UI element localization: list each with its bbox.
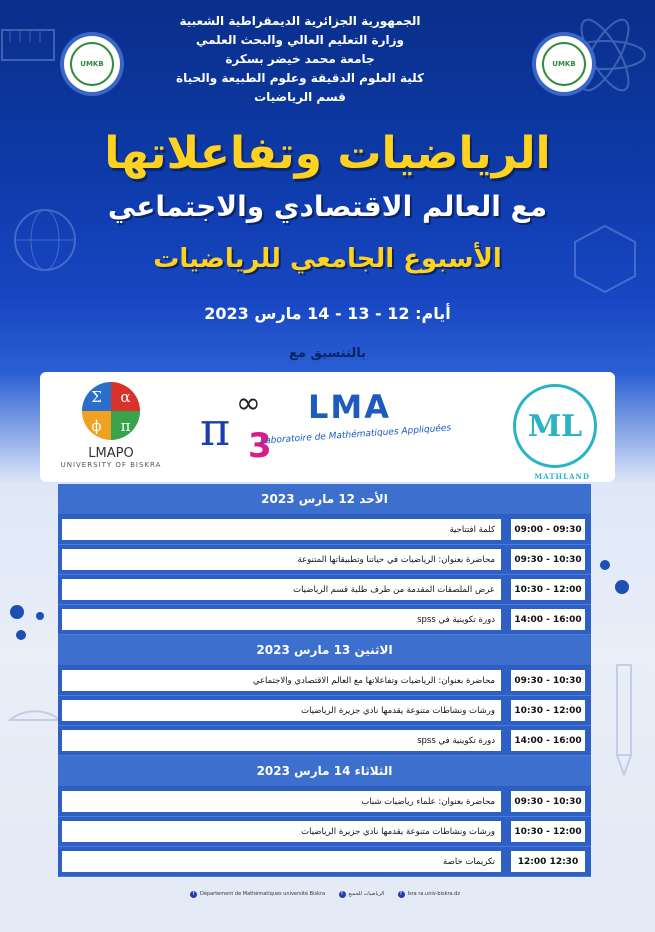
- lmapo-symbol: Σ: [82, 382, 111, 411]
- mathland-logo: [513, 384, 597, 481]
- day-header: الاثنين 13 مارس 2023: [58, 635, 591, 666]
- activity-cell: محاضرة بعنوان: علماء رياضيات شباب: [62, 791, 501, 812]
- dot-decoration: [16, 630, 26, 640]
- time-cell: 14:00 - 16:00: [511, 609, 585, 630]
- facebook-icon: f: [339, 891, 346, 898]
- header-line: الجمهورية الجزائرية الديمقراطية الشعبية: [179, 14, 421, 28]
- header-line: كلية العلوم الدقيقة وعلوم الطبيعة والحياة: [175, 71, 424, 85]
- time-cell: 09:30 - 10:30: [511, 670, 585, 691]
- footer-club: [339, 891, 385, 898]
- protractor-decoration: [5, 650, 65, 730]
- university-seal-left: [64, 36, 120, 92]
- schedule-table: [58, 484, 591, 877]
- header-line: قسم الرياضيات: [254, 90, 346, 104]
- lmapo-symbol: π: [111, 411, 140, 440]
- subtitle: مع العالم الاقتصادي والاجتماعي: [107, 190, 548, 223]
- footer-facebook-text: Département de Mathématiques université Biskra: [200, 891, 326, 897]
- partner-logos: [40, 372, 615, 482]
- ml-mark: ML: [527, 408, 583, 444]
- table-row: [58, 726, 591, 756]
- ruler-decoration: [0, 20, 60, 70]
- activity-cell: عرض الملصقات المقدمة من طرف طلبة قسم الرياضيات: [62, 579, 501, 600]
- time-cell: 14:00 - 16:00: [511, 730, 585, 751]
- lmapo-name: LMAPO: [88, 446, 134, 461]
- three-symbol: 3: [248, 426, 272, 466]
- table-row: [58, 847, 591, 877]
- activity-cell: كلمة افتتاحية: [62, 519, 501, 540]
- activity-cell: محاضرة بعنوان: الرياضيات في حياتنا وتطبيقاتها المتنوعة: [62, 549, 501, 570]
- time-cell: 09:00 - 09:30: [511, 519, 585, 540]
- seal-icon: UMKB: [542, 42, 586, 86]
- activity-cell: محاضرة بعنوان: الرياضيات وتفاعلاتها مع العالم الاقتصادي والاجتماعي: [62, 670, 501, 691]
- time-cell: 09:30 - 10:30: [511, 549, 585, 570]
- activity-cell: ورشات ونشاطات متنوعة يقدمها نادي جزيرة الرياضيات: [62, 700, 501, 721]
- dot-decoration: [10, 605, 24, 619]
- header-line: جامعة محمد خيضر بسكرة: [225, 52, 375, 66]
- table-row: [58, 575, 591, 605]
- footer-facebook: [190, 891, 325, 898]
- header-line: وزارة التعليم العالي والبحث العلمي: [195, 33, 405, 47]
- pencil-decoration: [605, 660, 645, 780]
- lmapo-emblem: [82, 382, 140, 440]
- day-header: الأحد 12 مارس 2023: [58, 484, 591, 515]
- dot-decoration: [600, 560, 610, 570]
- footer-page: [398, 891, 460, 898]
- day-header: الثلاثاء 14 مارس 2023: [58, 756, 591, 787]
- table-row: [58, 787, 591, 817]
- dot-decoration: [36, 612, 44, 620]
- time-cell: 12:00 12:30: [511, 851, 585, 872]
- infinity-symbol: ∞: [236, 386, 261, 421]
- seal-icon: UMKB: [70, 42, 114, 86]
- time-cell: 09:30 - 10:30: [511, 791, 585, 812]
- table-row: [58, 666, 591, 696]
- event-title: الأسبوع الجامعي للرياضيات: [153, 244, 502, 274]
- footer: [190, 886, 460, 902]
- activity-cell: ورشات ونشاطات متنوعة يقدمها نادي جزيرة الرياضيات: [62, 821, 501, 842]
- activity-cell: تكريمات خاصة: [62, 851, 501, 872]
- facebook-icon: f: [398, 891, 405, 898]
- activity-cell: دورة تكوينية في spss: [62, 730, 501, 751]
- university-seal-right: [536, 36, 592, 92]
- time-cell: 10:30 - 12:00: [511, 579, 585, 600]
- table-row: [58, 515, 591, 545]
- lmapo-symbol: α: [111, 382, 140, 411]
- lma-name: LMA: [308, 388, 391, 426]
- facebook-icon: f: [190, 891, 197, 898]
- lma-logo: [200, 386, 480, 466]
- table-row: [58, 605, 591, 635]
- lmapo-subtitle: UNIVERSITY OF BISKRA: [60, 461, 162, 469]
- activity-cell: دورة تكوينية في spss: [62, 609, 501, 630]
- table-row: [58, 545, 591, 575]
- footer-page-text: Isra ra.univ-biskra.dz: [407, 891, 460, 897]
- pi-symbol: π: [200, 402, 231, 456]
- main-title: الرياضيات وتفاعلاتها: [104, 128, 551, 179]
- time-cell: 10:30 - 12:00: [511, 700, 585, 721]
- coordination-label: بالتنسيق مع: [289, 346, 366, 361]
- institution-header: [150, 12, 450, 107]
- table-row: [58, 696, 591, 726]
- table-row: [58, 817, 591, 847]
- time-cell: 10:30 - 12:00: [511, 821, 585, 842]
- lmapo-symbol: ϕ: [82, 411, 111, 440]
- ml-subtitle: MATHLAND: [534, 472, 590, 481]
- footer-club-text: الرياضيات للجميع: [348, 891, 385, 897]
- lma-subtitle: Laboratoire de Mathématiques Appliquées: [259, 423, 452, 447]
- event-dates: أيام: 12 - 13 - 14 مارس 2023: [204, 304, 451, 323]
- dot-decoration: [615, 580, 629, 594]
- lmapo-logo: [56, 382, 166, 469]
